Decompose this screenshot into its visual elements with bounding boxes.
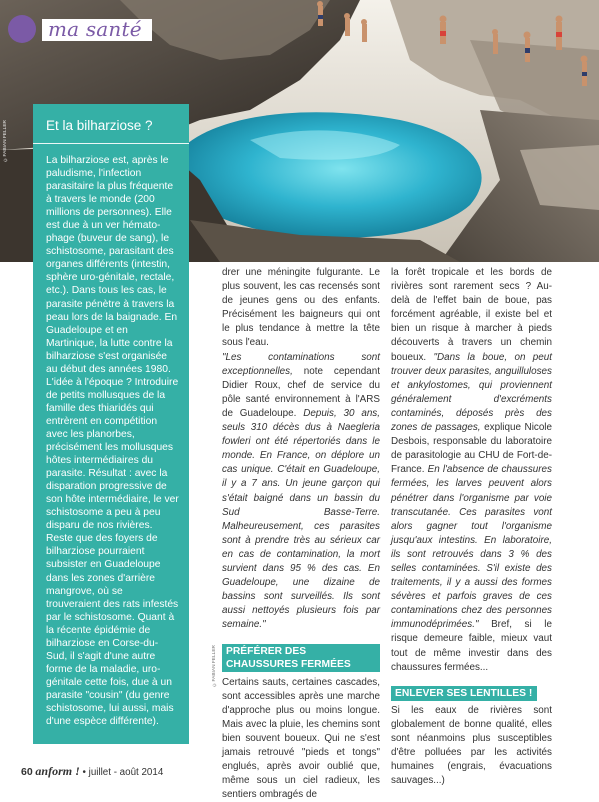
col2-attribution: note cependant Didier Roux, chef de service du pôle santé environnement à l'ARS de Guadeloupe.	[222, 365, 381, 419]
side-credit: ©FABIAN FELLER	[212, 645, 217, 687]
col3-quote-a: "Dans la boue, on peut trouver deux parasites, anguilluloses et ankylostomes, qui proviennent généralement d'excréments contaminés, déposés près des zones de passages,	[391, 351, 552, 434]
magazine-name: anform !	[35, 764, 80, 778]
section-rubric	[8, 14, 158, 44]
col2-paragraph-3: Certains sauts, certaines cascades, sont accessibles après une marche d'approche plus ou moins longue. Mais avec la pluie, les chemins sont bien souvent boueux. Qui ne s'est jamais retrouvé "pieds et tongs" englués, après avoir oublié que, même sous un ciel radieux, les sentiers ombragés de	[222, 676, 380, 801]
col2-quote-b: Depuis, 30 ans, seuls 310 décès dus à Naegleria fowleri ont été répertoriés dans le monde. En France, on déplore un cas unique. C'était en Guadeloupe, il y a 7 ans. Un jeune garçon qui s'était baigné dans un bassin du Sud Basse-Terre. Malheureusement, ces parasites sont à prendre très au sérieux car en cas de contamination, la mort survient dans 95 % des cas. En Guadeloupe, une dizaine de bassins sont surveillés. Ils sont aussi nettoyés plusieurs fois par semaine."	[222, 407, 380, 631]
heading-lenses: ENLEVER SES LENTILLES !	[391, 686, 537, 701]
issue-date: • juillet - août 2014	[82, 767, 164, 778]
col3-heading-wrap	[391, 686, 552, 701]
col2-paragraph-1: drer une méningite fulgurante. Le plus souvent, les cas recensés sont de jeunes gens ou des enfants. Précisément les baigneurs qui ont le plus tendance à mettre la tête sous l'eau.	[222, 267, 380, 349]
rubric-circle-icon	[8, 15, 36, 43]
sidebar-body: La bilharziose est, après le paludisme, l'infection parasitaire la plus fréquente à travers le monde (200 millions de personnes). Elle est due à un ver hémato-phage (buveur de sang), le schistosome, parasitant des organes différents (intestin, sphère uro-génitale, rectale, etc.). Dans tous les cas, le parasite pénètre à travers la peau lors de la baignade. En Guadeloupe et en Martinique, la lutte contre la bilharziose s'est organisée au début des années 1980. L'idée à l'époque ? Introduire de petits mollusques de la famille des thiaridés qui entrèrent en compétition avec les planorbes, précisément les mollusques hôtes intermédiaires du parasite. Résultat : avec la disparation progressive de son hôte intermédiaire, le ver schistosome a peu à peu disparu de nos rivières. Reste que des foyers de bilharziose pourraient subsister en Guadeloupe dans les zones d'arrière mangrove, où se trouveraient des rats infestés par le schistosome. Quant à la récente épidémie de bilharziose en Corse-du-Sud, il s'agit d'une autre forme de la maladie, uro-génitale cette fois, due à un parasite "cousin" (du genre schistosome, lui aussi, mais d'une espèce différente).	[46, 155, 179, 728]
col2-paragraph-2	[222, 351, 380, 633]
page-folio	[21, 764, 163, 779]
sidebar-divider	[33, 143, 189, 144]
col3-quote-b: En l'absence de chaussures fermées, les larves peuvent alors pénétrer dans l'organisme par voie transcutanée. Ces parasites vont alors gagner tout l'organisme jusqu'aux intestins. En laboratoire, ils sont retrouvés dans 3 % des selles contaminées. S'il existe des traitements, il y a aussi des formes sévères et parfois graves de ces contaminations chez des personnes immunodéprimées."	[391, 464, 552, 631]
page-number: 60	[21, 766, 33, 778]
article-column-3	[391, 266, 552, 788]
col3-paragraph-2: Si les eaux de rivières sont globalement de bonne qualité, elles sont néanmoins plus susceptibles d'être polluées par les activités humaines (engrais, évacuations sauvages...)	[391, 704, 552, 787]
col3-paragraph-1	[391, 266, 552, 675]
col3-attribution: explique Nicole Desbois, responsable du laboratoire de parasitologie au CHU de Fort-de-France.	[391, 422, 552, 476]
article-column-2	[222, 266, 380, 802]
rubric-label: ma santé	[48, 17, 142, 41]
sidebar-title: Et la bilharziose ?	[46, 118, 153, 133]
col2-heading-wrap	[222, 644, 380, 672]
col3-text-a: la forêt tropicale et les bords de rivières sont rarement secs ? Au-delà de l'effet bain de boue, pas forcément agréable, il existe bel et bien un risque à marcher à pieds découverts à travers un chemin boueux.	[391, 267, 552, 363]
photo-credit: ©FABIAN FELLER	[3, 120, 8, 162]
heading-shoes: PRÉFÉRER DES CHAUSSURES FERMÉES	[222, 644, 380, 672]
col2-quote-a: "Les contaminations sont exceptionnelles,	[222, 351, 380, 377]
col3-text-b: Bref, si le risque demeure faible, mieux vaut tout de même investir dans des chaussures fermées...	[391, 619, 552, 673]
sidebar-box	[33, 104, 189, 744]
